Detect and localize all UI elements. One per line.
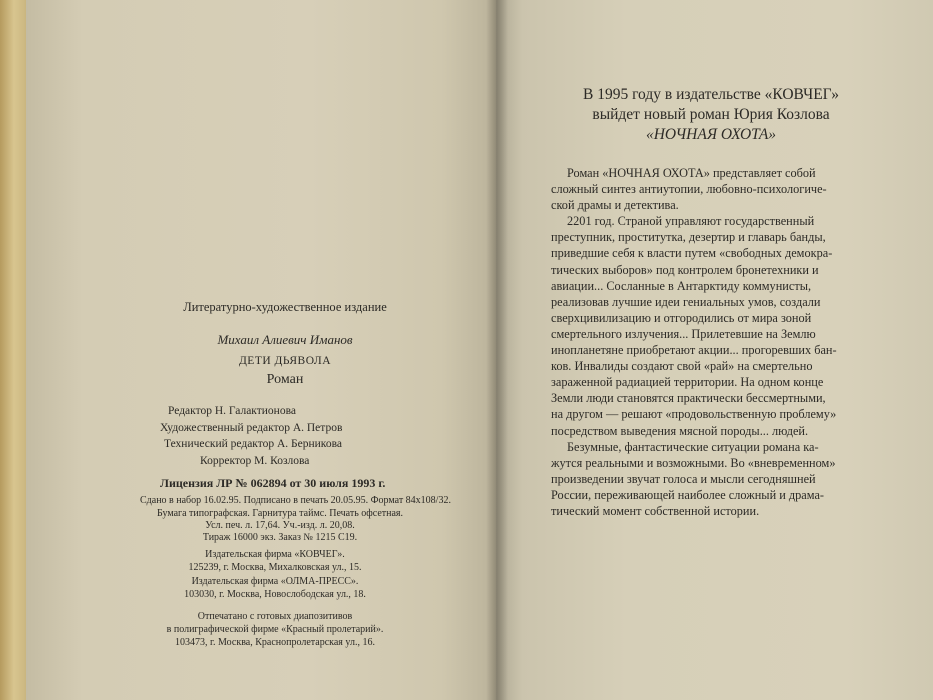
announcement-heading (556, 85, 866, 145)
body-text-line: посредством выведения мясной породы... людей. (551, 423, 809, 438)
printer-line: 103473, г. Москва, Краснопролетарская ул., 16. (175, 637, 375, 648)
body-text-line: зараженной радиацией территории. На одном конце (551, 375, 824, 390)
announcement-title: «НОЧНАЯ ОХОТА» (645, 126, 777, 143)
credit-proofreader: Корректор М. Козлова (200, 454, 310, 467)
print-info-line: Тираж 16000 экз. Заказ № 1215 С19. (202, 532, 358, 543)
print-info-line: Усл. печ. л. 17,64. Уч.-изд. л. 20,08. (205, 520, 355, 531)
author-name: Михаил Алиевич Иманов (217, 332, 353, 347)
body-text-line: Безумные, фантастические ситуации романа ка- (567, 439, 819, 454)
body-text-line: сложный синтез антиутопии, любовно-психологиче- (551, 182, 827, 197)
imprint-header (120, 0, 450, 400)
book-genre: Роман (266, 372, 304, 387)
body-text-line: авиации... Сосланные в Антарктиду коммунисты, (551, 278, 812, 293)
credit-editor: Редактор Н. Галактионова (168, 405, 296, 417)
book-gutter (486, 0, 508, 700)
body-text-line: ской драмы и детектива. (551, 198, 679, 213)
publisher-address: 103030, г. Москва, Новослободская ул., 18. (184, 589, 366, 600)
announcement-line: выйдет новый роман Юрия Козлова (592, 106, 830, 123)
body-text-line: реализовав лучшие идеи гениальных умов, создали (551, 294, 821, 309)
license-line: Лицензия ЛР № 062894 от 30 июля 1993 г. (160, 476, 386, 490)
edition-type: Литературно-художественное издание (183, 300, 387, 314)
body-text-line: Земли люди становятся практически бессмертными, (551, 391, 826, 406)
body-text-line: смертельного излучения... Прилетевшие на Землю (551, 326, 816, 341)
publisher-olma (130, 575, 420, 601)
printer-line: Отпечатано с готовых диапозитивов (197, 611, 353, 622)
body-text-line: инопланетяне приобретают акции... прогоревших бан- (551, 343, 837, 358)
book-title: ДЕТИ ДЬЯВОЛА (238, 355, 332, 367)
body-text-line: 2201 год. Страной управляют государственный (567, 214, 815, 229)
credit-tech-editor: Технический редактор А. Берникова (164, 438, 342, 450)
announcement-line: В 1995 году в издательстве «КОВЧЕГ» (583, 86, 839, 103)
print-info-line: Бумага типографская. Гарнитура таймс. Печать офсетная. (156, 508, 404, 519)
publisher-name: Издательская фирма «КОВЧЕГ». (205, 549, 345, 560)
credit-art-editor: Художественный редактор А. Петров (160, 421, 343, 434)
printer-line: в полиграфической фирме «Красный пролетарий». (166, 624, 384, 635)
body-text-line: на другом — решают «продовольственную проблему» (551, 407, 837, 422)
body-text-line: жутся реальными и возможными. Во «вневременном» (551, 455, 836, 470)
print-info-line: Сдано в набор 16.02.95. Подписано в печать 20.05.95. Формат 84х108/32. (140, 495, 451, 506)
body-text-line: тических выборов» под контролем бронетехники и (551, 262, 819, 277)
body-text-line: сверхцивилизацию и отгородились от мира зоной (551, 310, 812, 325)
publisher-address: 125239, г. Москва, Михалковская ул., 15. (188, 562, 362, 573)
credits-list (160, 403, 420, 469)
body-text-line: преступник, проститутка, дезертир и главарь банды, (551, 230, 826, 245)
printer-info (130, 610, 420, 649)
body-text-line: произведении звучат голоса и мысли сегодняшней (551, 471, 816, 486)
publisher-kovcheg (130, 548, 420, 574)
body-text-line: Роман «НОЧНАЯ ОХОТА» представляет собой (567, 166, 816, 180)
announcement-body (551, 165, 896, 519)
body-text-line: ков. Инвалиды создают свой «рай» на смертельно (551, 359, 813, 374)
body-text-line: России, переживающей наиболее сложный и драма- (551, 487, 824, 502)
publisher-name: Издательская фирма «ОЛМА-ПРЕСС». (191, 576, 359, 587)
body-text-line: приведшие себя к власти путем «свободных демокра- (551, 246, 833, 261)
body-text-line: тический момент собственной истории. (551, 503, 760, 518)
